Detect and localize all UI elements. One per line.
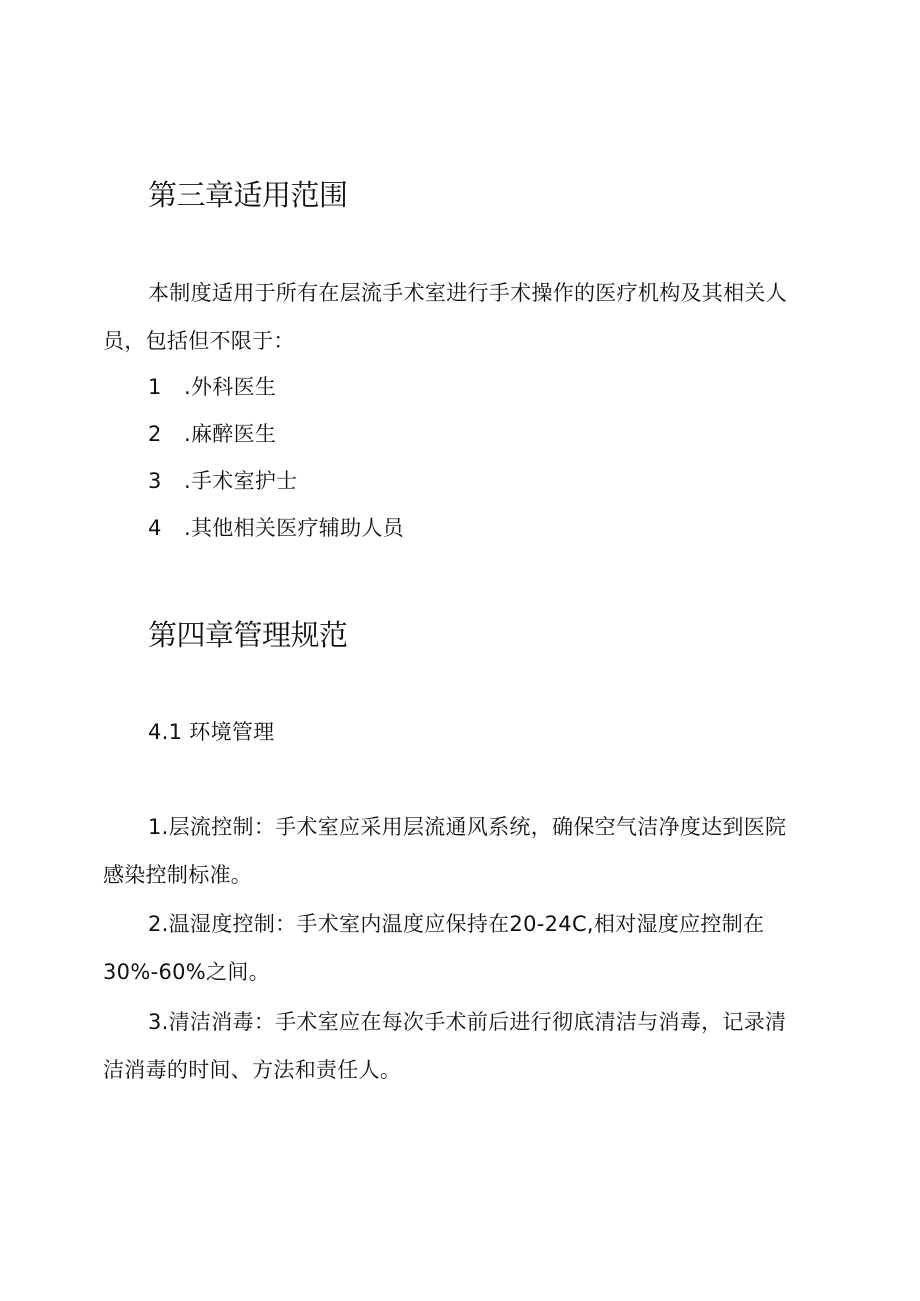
paragraph-2-line-2: 30%-60%之间。 xyxy=(103,960,270,984)
paragraph-3-line-2: 洁消毒的时间、方法和责任人。 xyxy=(103,1058,402,1082)
section-title: 4.1 环境管理 xyxy=(148,720,275,744)
chapter-3-intro-line-1: 本制度适用于所有在层流手术室进行手术操作的医疗机构及其相关人 xyxy=(148,281,787,305)
list-item-number: 4 xyxy=(148,516,162,540)
list-item-text: .其他相关医疗辅助人员 xyxy=(184,516,404,540)
list-item-text: .外科医生 xyxy=(184,375,277,399)
chapter-4-title: 第四章管理规范 xyxy=(148,618,348,652)
list-item-number: 3 xyxy=(148,469,162,493)
chapter-3-title: 第三章适用范围 xyxy=(148,178,348,212)
paragraph-1-line-2: 感染控制标准。 xyxy=(103,863,253,887)
list-item-text: .手术室护士 xyxy=(184,469,298,493)
list-item xyxy=(148,467,297,495)
list-item-text: .麻醉医生 xyxy=(184,422,277,446)
paragraph-3-line-1: 3.清洁消毒：手术室应在每次手术前后进行彻底清洁与消毒，记录清 xyxy=(148,1010,787,1034)
chapter-3-intro-line-2: 员，包括但不限于： xyxy=(103,329,295,353)
paragraph-2-line-1: 2.温湿度控制：手术室内温度应保持在20-24C,相对湿度应控制在 xyxy=(148,912,765,936)
list-item xyxy=(148,420,276,448)
list-item-number: 2 xyxy=(148,422,162,446)
paragraph-1-line-1: 1.层流控制：手术室应采用层流通风系统，确保空气洁净度达到医院 xyxy=(148,815,787,839)
list-item xyxy=(148,514,404,542)
list-item xyxy=(148,373,276,401)
list-item-number: 1 xyxy=(148,375,162,399)
